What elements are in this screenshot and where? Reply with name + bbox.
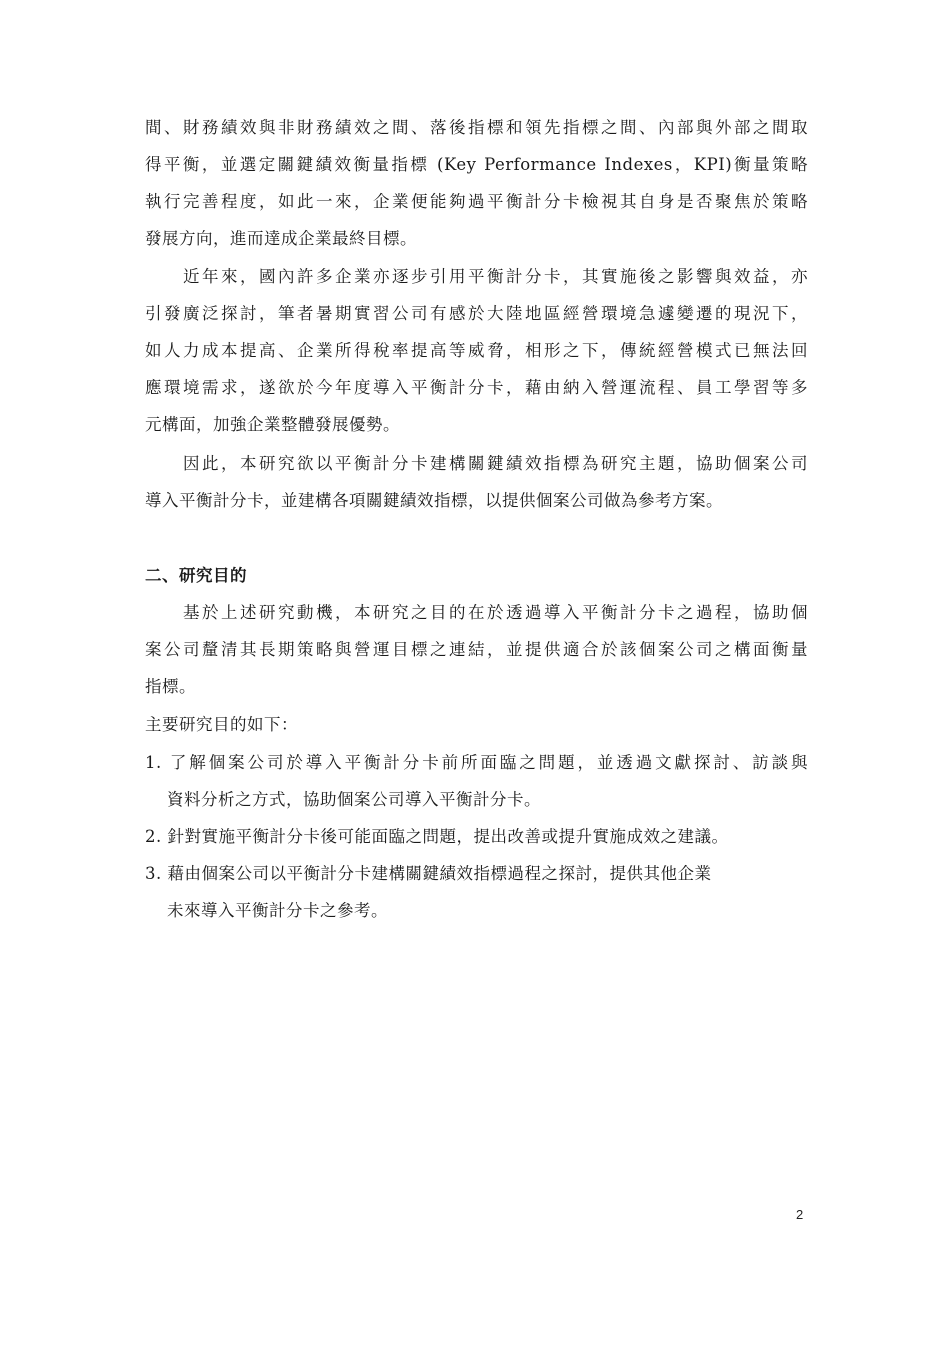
- section-heading: 二、研究目的: [145, 566, 247, 585]
- text-line: 因此，本研究欲以平衡計分卡建構關鍵績效指標為研究主題，協助個案公司: [183, 454, 808, 473]
- text-line: 案公司釐清其長期策略與營運目標之連結，並提供適合於該個案公司之構面衡量: [145, 640, 808, 659]
- text-line: 得平衡，並選定關鍵績效衡量指標 (Key Performance Indexes，KPI)衡量策略: [145, 155, 808, 174]
- text-line: 元構面，加強企業整體發展優勢。: [145, 415, 400, 434]
- list-item-continuation: 資料分析之方式，協助個案公司導入平衡計分卡。: [167, 790, 541, 809]
- list-item-text: 1. 了解個案公司於導入平衡計分卡前所面臨之問題，並透過文獻探討、訪談與: [145, 753, 808, 772]
- text-line: 近年來，國內許多企業亦逐步引用平衡計分卡，其實施後之影響與效益，亦: [183, 267, 808, 286]
- list-intro: 主要研究目的如下：: [145, 715, 298, 734]
- page-number: 2: [796, 1207, 804, 1222]
- text-line: 指標。: [145, 677, 196, 696]
- text-line: 如人力成本提高、企業所得稅率提高等威脅，相形之下，傳統經營模式已無法回: [145, 341, 808, 360]
- list-item-continuation: 未來導入平衡計分卡之參考。: [167, 901, 388, 920]
- text-line: 應環境需求，遂欲於今年度導入平衡計分卡，藉由納入營運流程、員工學習等多: [145, 378, 808, 397]
- list-item-text: 2. 針對實施平衡計分卡後可能面臨之問題，提出改善或提升實施成效之建議。: [145, 827, 729, 846]
- text-line: 引發廣泛探討，筆者暑期實習公司有感於大陸地區經營環境急遽變遷的現況下，: [145, 304, 808, 323]
- text-line: 發展方向，進而達成企業最終目標。: [145, 229, 417, 248]
- list-item-text: 3. 藉由個案公司以平衡計分卡建構關鍵績效指標過程之探討，提供其他企業: [145, 864, 712, 883]
- text-line: 執行完善程度，如此一來，企業便能夠過平衡計分卡檢視其自身是否聚焦於策略: [145, 192, 808, 211]
- text-line: 導入平衡計分卡，並建構各項關鍵績效指標，以提供個案公司做為參考方案。: [145, 491, 723, 510]
- text-line: 間、財務績效與非財務績效之間、落後指標和領先指標之間、內部與外部之間取: [145, 118, 808, 137]
- text-line: 基於上述研究動機，本研究之目的在於透過導入平衡計分卡之過程，協助個: [183, 603, 808, 622]
